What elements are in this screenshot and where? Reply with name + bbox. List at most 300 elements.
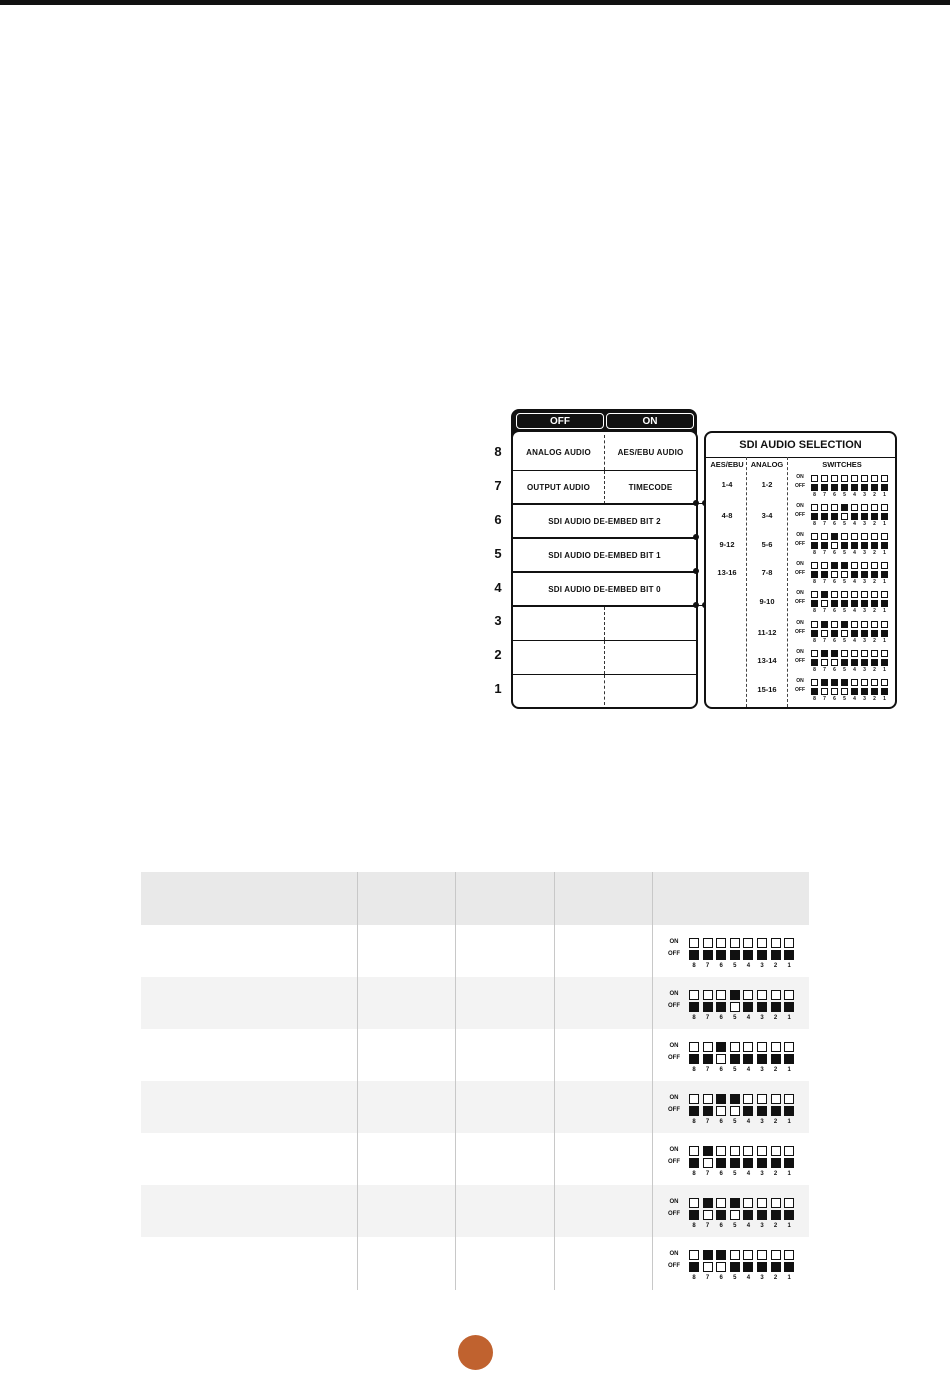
dip-switch-number: 8 [692,1015,696,1021]
dip-switch-number: 5 [843,695,846,702]
dip-switch-number: 2 [873,550,876,557]
dip-switch-number: 8 [813,666,816,673]
dip-switch-on-cell [743,938,753,948]
switch-number-4: 4 [494,580,502,595]
dip-switch-off-cell [861,513,868,520]
on-tab: ON [606,413,694,429]
aes-ebu-header: AES/EBU [710,460,744,469]
dip-switch-number: 7 [705,963,710,969]
dip-switch-off-cell [689,1054,699,1064]
off-label: OFF [795,512,805,519]
dip-switch-number: 3 [863,579,866,586]
on-label: ON [669,1095,679,1101]
dip-switch-number: 6 [719,963,723,969]
dip-switch-on-cell [861,562,868,569]
dip-switch-on-cell [811,650,818,657]
dip-switch-on-cell [689,1250,699,1260]
dip-switch-off-cell [881,600,888,607]
on-label: ON [669,1043,679,1049]
analog-code: 1-2 [761,480,773,489]
off-label: OFF [795,599,805,606]
switch-number-3: 3 [494,613,502,628]
dip-switch-off-cell [811,571,818,578]
dip-switch-number: 3 [760,963,764,969]
table-header-row [141,872,809,925]
dip-switch-number: 4 [746,1171,751,1177]
off-label: OFF [668,1055,680,1061]
dip-switch-number: 5 [733,1015,737,1021]
dip-switch-off-cell [831,571,838,578]
dip-switch-on-cell [881,650,888,657]
table-column-divider [357,872,358,1290]
dip-switch-number: 6 [719,1223,723,1229]
dip-switch-number: 2 [873,521,876,528]
dip-switch-on-cell [771,1250,781,1260]
dip-switch-number: 5 [733,1119,737,1125]
dip-switch-off-cell [821,513,828,520]
dip-switch-number: 5 [843,637,846,644]
analog-code: 13-14 [757,656,777,665]
dip-switch-off-cell [771,1262,781,1272]
dip-switch-number: 4 [853,521,856,528]
dip-switch-on-cell [881,533,888,540]
dip-switch-on-cell [757,1042,767,1052]
off-label: OFF [795,483,805,489]
column-divider [746,457,747,707]
dip-switch-on-cell [861,621,868,628]
dip-switch-off-cell [841,513,848,520]
dip-switch-off-cell [811,659,818,666]
dip-switch-number: 2 [773,963,778,969]
off-label: OFF [668,1107,680,1113]
column-divider [787,457,788,707]
dip-switch-number: 6 [833,695,836,702]
dip-switch-off-cell [703,1210,713,1220]
dip-switch-off-cell [821,688,828,695]
switch-4-label: SDI AUDIO DE-EMBED BIT 0 [548,585,661,594]
dip-switch-on-cell [811,679,818,686]
dip-switch-off-cell [811,513,818,520]
dip-switch-off-cell [831,659,838,666]
dip-switch-on-cell [851,621,858,628]
dip-switch-on-cell [881,504,888,511]
dip-switch-on-cell [771,1146,781,1156]
switch-7-off-label: OUTPUT AUDIO [527,483,590,492]
dip-switch-off-cell [841,484,848,491]
dip-switch-number: 1 [883,550,886,557]
page-number-badge [458,1335,493,1370]
dip-switch-number: 1 [787,1223,791,1229]
dip-switch-off-cell [861,688,868,695]
switch-row-1 [513,675,696,705]
dip-switch-on-cell [730,938,740,948]
dip-switch-on-cell [821,679,828,686]
switch-number-7: 7 [494,478,502,493]
dip-switch-off-cell [771,950,781,960]
dip-switch-number: 4 [746,963,751,969]
dip-switch-number: 8 [813,521,816,528]
sdi-panel-title: SDI AUDIO SELECTION [739,439,862,451]
dip-switch-on-cell [841,591,848,598]
dip-switch-off-cell [771,1106,781,1116]
aes-code: 1-4 [721,480,733,489]
dip-switch-number: 7 [705,1171,710,1177]
dip-switch-off-cell [743,1158,753,1168]
off-tab: OFF [516,413,604,429]
dip-switch-on-cell [689,1198,699,1208]
dip-switch-on-cell [881,679,888,686]
dip-switch-on-cell [841,679,848,686]
switch-3-on-label [605,607,696,640]
dip-switch-number: 6 [833,666,836,673]
dip-switch-number: 3 [760,1015,764,1021]
analog-code: 5-6 [761,540,773,549]
dip-switch-number: 5 [843,666,846,673]
dip-switch-number: 4 [853,637,856,644]
dip-switch-off-cell [689,950,699,960]
dip-switch-on-cell [831,650,838,657]
dip-switch-on-cell [841,533,848,540]
dip-switch-on-cell [841,562,848,569]
dip-switch-on-cell [821,504,828,511]
dip-switch-number: 7 [823,492,826,498]
dip-switch-off-cell [871,600,878,607]
on-label: ON [796,532,804,539]
dip-switch-off-cell [703,1158,713,1168]
dip-switch-on-cell [821,533,828,540]
dip-switch-number: 8 [692,963,696,969]
dip-switch-number: 3 [863,492,866,498]
dip-switch-off-cell [743,1210,753,1220]
dip-switch-off-cell [716,1158,726,1168]
dip-switch-off-cell [716,1210,726,1220]
dip-switch-on-cell [784,1250,794,1260]
dip-switch-on-cell [831,475,838,482]
dip-switch-off-cell [821,484,828,491]
dip-switch-on-cell [871,591,878,598]
dip-switch-number: 3 [760,1275,764,1281]
dip-switch-number: 3 [760,1171,764,1177]
dip-switch-number: 1 [883,666,886,673]
dip-switch-on-cell [811,475,818,482]
analog-code: 3-4 [761,511,773,520]
dip-switch-number: 3 [863,550,866,557]
dip-switch-on-cell [716,1250,726,1260]
switch-row-3 [513,607,696,641]
dip-switch-on-cell [851,533,858,540]
dip-switch-off-cell [821,571,828,578]
dip-switch-number: 8 [692,1067,696,1073]
dip-switch-number: 1 [787,1171,791,1177]
dip-switch-off-cell [881,484,888,491]
dip-switch-number: 7 [823,695,826,702]
dip-switch-on-cell [771,1198,781,1208]
dip-switch-on-cell [716,1146,726,1156]
dip-switch-on-cell [757,938,767,948]
dip-switch-off-cell [703,1002,713,1012]
dip-switch-number: 4 [853,579,856,586]
dip-switch-number: 8 [692,1223,696,1229]
dip-switch-on-cell [881,562,888,569]
dip-switch-number: 7 [823,666,826,673]
dip-switch-number: 2 [773,1119,778,1125]
switch-number-5: 5 [494,546,502,561]
off-label: OFF [668,1263,680,1269]
aes-code: 13-16 [717,568,737,577]
connector-line [513,537,696,538]
dip-switch-number: 2 [873,492,876,498]
dip-switch-number: 5 [843,550,846,557]
switch-3-off-label [513,607,604,640]
table-column-divider [652,872,653,1290]
analog-header: ANALOG [750,460,784,469]
dip-switch-number: 2 [873,579,876,586]
dip-switch-on-cell [716,938,726,948]
switch-2-on-label [605,641,696,674]
dip-switch-number: 4 [853,608,856,615]
dip-switch-on-cell [841,475,848,482]
dip-switch-on-cell [730,1146,740,1156]
on-label: ON [669,939,679,945]
dip-switch-on-cell [851,504,858,511]
dip-switch-off-cell [821,630,828,637]
dip-switch-off-cell [851,513,858,520]
dip-switch-on-cell [757,990,767,1000]
dip-switch-number: 5 [733,1223,737,1229]
dip-switch-number: 6 [719,1171,723,1177]
switch-1-off-label [513,675,604,705]
dip-switch-number: 8 [692,1171,696,1177]
dip-switch-number: 5 [733,1067,737,1073]
dip-switch-off-cell [743,1106,753,1116]
on-label: ON [669,991,679,997]
dip-switch-off-cell [881,659,888,666]
dip-switch-number: 6 [833,521,836,528]
dip-switch-on-cell [743,1250,753,1260]
dip-switch-off-cell [716,950,726,960]
dip-switch-number: 7 [823,637,826,644]
dip-switch-on-cell [771,1094,781,1104]
connector-dot [693,568,699,574]
dip-switch-off-cell [811,484,818,491]
dip-switch-on-cell [851,679,858,686]
dip-switch-number: 6 [719,1119,723,1125]
dip-switch-number: 4 [746,1067,751,1073]
dip-switch-number: 8 [813,579,816,586]
dip-switch-number: 6 [719,1067,723,1073]
dip-switch-number: 3 [863,695,866,702]
dip-switch-off-cell [871,484,878,491]
dip-switch-number: 2 [873,608,876,615]
dip-switch-on-cell [851,562,858,569]
dip-switch-on-cell [784,1042,794,1052]
switch-8-on-label: AES/EBU AUDIO [617,448,684,457]
dip-switch-number: 6 [719,1015,723,1021]
dip-switch-number: 6 [833,637,836,644]
dip-switch-off-cell [757,1106,767,1116]
dip-switch-number: 5 [843,579,846,586]
dip-switch-on-cell [871,562,878,569]
dip-switch-on-cell [784,1146,794,1156]
dip-switch-off-cell [730,1002,740,1012]
dip-switch-off-cell [871,542,878,549]
dip-switch-number: 1 [787,1015,791,1021]
on-label: ON [796,561,804,568]
dip-switch-off-cell [841,659,848,666]
on-label: ON [796,503,804,510]
dip-switch-number: 2 [873,666,876,673]
dip-switch-off-cell [871,630,878,637]
dip-switch-number: 8 [692,1119,696,1125]
dip-switch-off-cell [730,1210,740,1220]
on-label: ON [796,590,804,597]
dip-switch-on-cell [703,1198,713,1208]
dip-switch-on-cell [784,1198,794,1208]
dip-switch-off-cell [821,600,828,607]
dip-switch-on-cell [743,990,753,1000]
dip-switch-off-cell [851,571,858,578]
dip-switch-on-cell [716,1094,726,1104]
dip-switch-number: 3 [863,666,866,673]
switch-number-8: 8 [494,444,502,459]
dip-switch-on-cell [730,1094,740,1104]
dip-switch-number: 1 [787,1067,791,1073]
dip-switch-off-cell [743,950,753,960]
dip-switch-off-cell [757,1054,767,1064]
dip-switch-number: 3 [863,608,866,615]
dip-switch-on-cell [861,650,868,657]
dip-switch-off-cell [861,659,868,666]
dip-switch-number: 7 [705,1119,710,1125]
dip-switch-off-cell [851,659,858,666]
dip-switch-on-cell [703,1042,713,1052]
dip-switch-off-cell [730,1106,740,1116]
dip-switch-on-cell [881,475,888,482]
dip-switch-number: 3 [760,1119,764,1125]
off-label: OFF [668,1211,680,1217]
connector-dot [693,500,699,506]
switches-header: SWITCHES [822,460,862,469]
dip-switch-off-cell [703,1106,713,1116]
dip-switch-on-cell [851,475,858,482]
dip-switch-off-cell [841,542,848,549]
dip-switch-on-cell [811,621,818,628]
dip-switch-off-cell [771,1054,781,1064]
dip-switch-off-cell [861,571,868,578]
dip-switch-off-cell [831,688,838,695]
dip-switch-on-cell [716,1198,726,1208]
dip-switch-on-cell [757,1094,767,1104]
on-label: ON [796,677,804,684]
dip-switch-number: 6 [719,1275,723,1281]
dip-switch-off-cell [881,688,888,695]
off-label: OFF [668,1003,680,1009]
dip-switch-off-cell [841,688,848,695]
dip-switch-on-cell [689,1042,699,1052]
dip-switch-on-cell [757,1198,767,1208]
dip-switch-on-cell [821,475,828,482]
dip-switch-on-cell [811,504,818,511]
dip-switch-off-cell [784,1262,794,1272]
dip-switch-off-cell [743,1262,753,1272]
dip-switch-on-cell [831,562,838,569]
dip-switch-on-cell [689,1146,699,1156]
dip-switch-on-cell [861,591,868,598]
dip-switch-number: 7 [823,579,826,586]
dip-switch-number: 7 [705,1015,710,1021]
dip-switch-on-cell [831,591,838,598]
dip-switch-number: 7 [705,1067,710,1073]
dip-switch-number: 2 [873,695,876,702]
connector-line [513,605,706,606]
dip-switch-on-cell [811,591,818,598]
analog-code: 7-8 [761,568,773,577]
dip-switch-number: 7 [823,521,826,528]
on-label: ON [796,619,804,626]
off-label: OFF [795,541,805,548]
on-label: ON [669,1147,679,1153]
dip-switch-number: 5 [843,608,846,615]
switch-6-label: SDI AUDIO DE-EMBED BIT 2 [548,517,661,526]
dip-switch-on-cell [871,679,878,686]
dip-switch-off-cell [784,950,794,960]
off-label: OFF [795,686,805,693]
switch-1-on-label [605,675,696,705]
dip-switch-number: 8 [813,550,816,557]
dip-switch-number: 6 [833,492,836,498]
analog-code: 15-16 [757,685,777,694]
dip-switch-off-cell [821,659,828,666]
dip-switch-on-cell [703,990,713,1000]
dip-switch-off-cell [703,1262,713,1272]
dip-switch-off-cell [861,484,868,491]
dip-switch-off-cell [871,571,878,578]
dip-switch-on-cell [730,1198,740,1208]
dip-switch-off-cell [689,1262,699,1272]
dip-switch-off-cell [841,600,848,607]
dip-switch-number: 4 [853,695,856,702]
dip-switch-on-cell [784,938,794,948]
dip-switch-off-cell [831,600,838,607]
dip-switch-number: 5 [733,1171,737,1177]
dip-switch-off-cell [784,1054,794,1064]
dip-switch-number: 4 [853,492,856,498]
dip-switch-off-cell [771,1158,781,1168]
dip-switch-off-cell [851,600,858,607]
dip-switch-off-cell [743,1002,753,1012]
dip-switch-on-cell [771,1042,781,1052]
dip-switch-on-cell [871,475,878,482]
dip-switch-number: 2 [773,1223,778,1229]
dip-switch-off-cell [716,1106,726,1116]
dip-switch-number: 1 [787,1119,791,1125]
off-label: OFF [668,951,680,957]
dip-switch-on-cell [730,990,740,1000]
switch-2-off-label [513,641,604,674]
dip-switch-number: 2 [773,1171,778,1177]
dip-switch-off-cell [730,950,740,960]
dip-switch-on-cell [871,621,878,628]
dip-switch-off-cell [851,542,858,549]
dip-switch-number: 5 [733,963,737,969]
dip-switch-on-cell [743,1094,753,1104]
dip-switch-off-cell [841,630,848,637]
dip-switch-off-cell [871,659,878,666]
dip-switch-off-cell [831,542,838,549]
dip-switch-number: 1 [883,492,886,498]
dip-switch-number: 2 [773,1015,778,1021]
dip-switch-on-cell [861,504,868,511]
